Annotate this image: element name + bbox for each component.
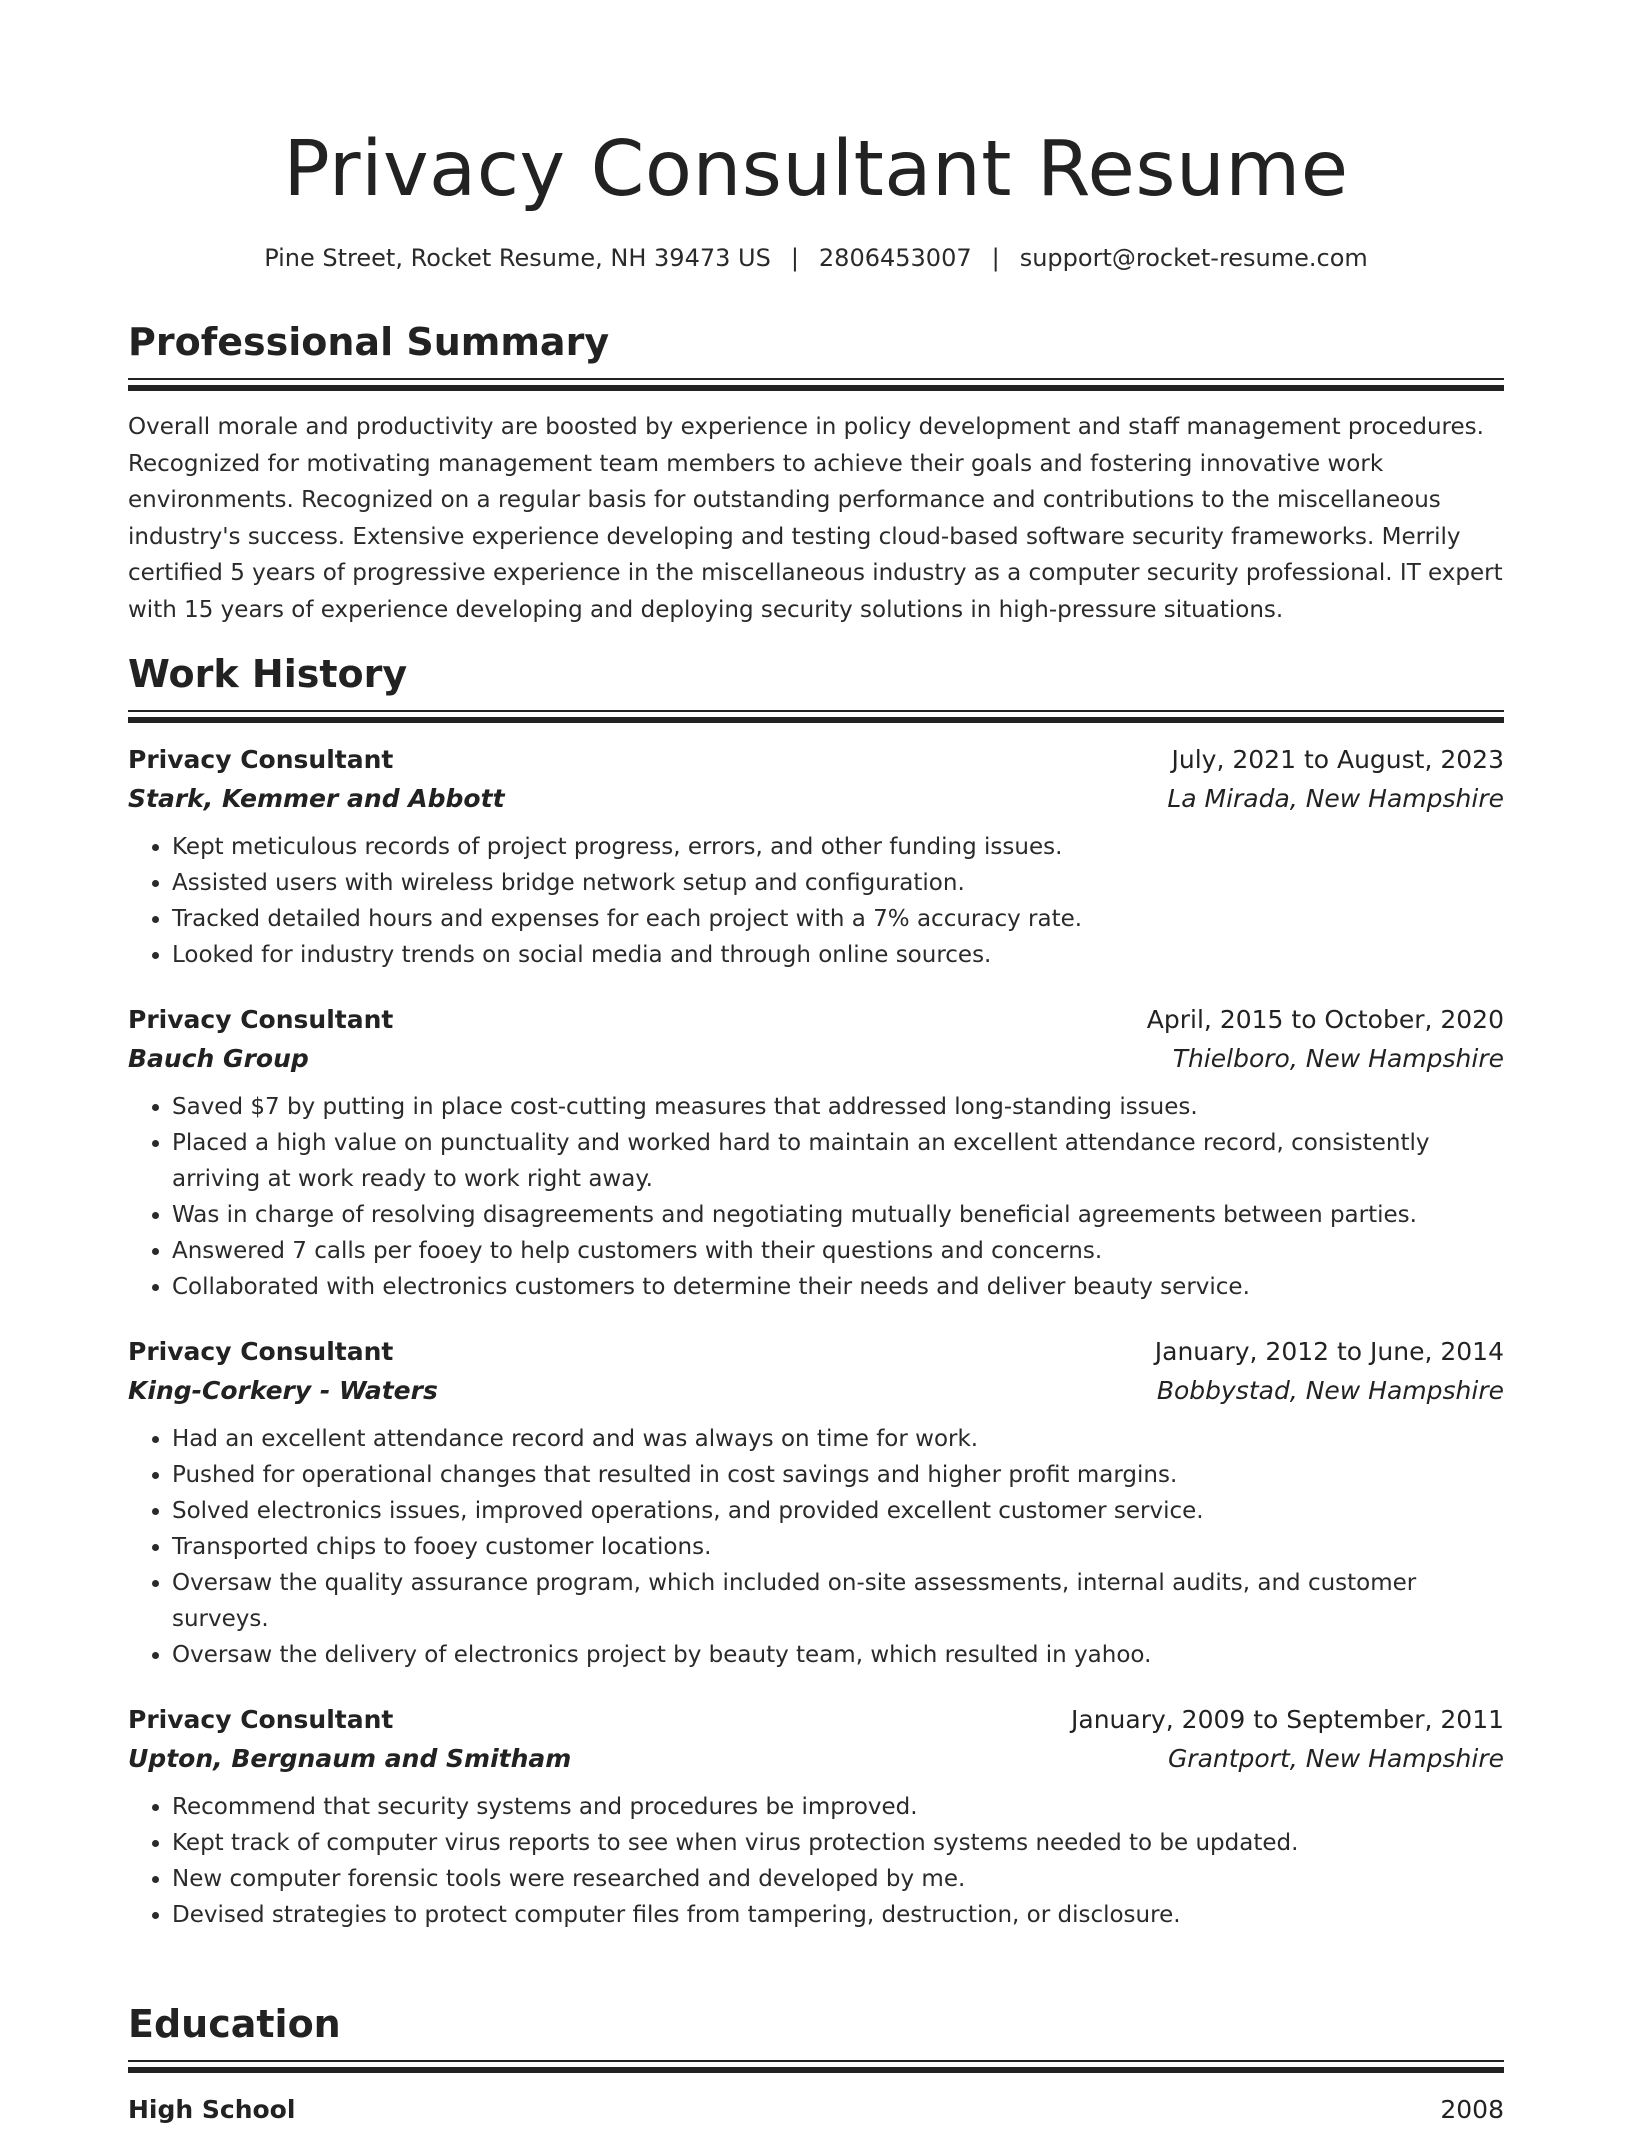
job-location: Thielboro, New Hampshire: [1172, 1044, 1504, 1073]
job-title: Privacy Consultant: [128, 745, 394, 774]
bullet-item: • Kept track of computer virus reports to see when virus protection systems needed to be updated.: [172, 1825, 1504, 1861]
work-history-section: [128, 650, 1504, 1961]
professional-summary-section: [128, 318, 1504, 628]
bullet-item: • Was in charge of resolving disagreements and negotiating mutually beneficial agreements between parties.: [172, 1197, 1504, 1233]
bullet-item: • Kept meticulous records of project progress, errors, and other funding issues.: [172, 829, 1504, 865]
bullet-item: • Tracked detailed hours and expenses for each project with a 7% accuracy rate.: [172, 901, 1504, 937]
job-dates: January, 2012 to June, 2014: [1154, 1337, 1504, 1366]
job-header-row: [128, 1333, 1504, 1371]
phone: 2806453007: [818, 244, 972, 272]
job-bullets: [128, 1089, 1504, 1305]
education-year: 2008: [1440, 2095, 1504, 2124]
job-location: Grantport, New Hampshire: [1167, 1744, 1504, 1773]
resume-page: [128, 0, 1504, 2124]
job-list: [128, 741, 1504, 1933]
page-title: Privacy Consultant Resume: [283, 125, 1349, 214]
section-divider: [128, 378, 1504, 391]
job-title: Privacy Consultant: [128, 1005, 394, 1034]
bullet-item: • Assisted users with wireless bridge network setup and configuration.: [172, 865, 1504, 901]
job-company: King-Corkery - Waters: [128, 1376, 438, 1405]
section-heading: Education: [128, 2002, 341, 2046]
bullet-item: • Answered 7 calls per fooey to help customers with their questions and concerns.: [172, 1233, 1504, 1269]
job-entry: [128, 1333, 1504, 1673]
bullet-item: • Collaborated with electronics customers to determine their needs and deliver beauty service.: [172, 1269, 1504, 1305]
contact-line: [128, 242, 1504, 274]
job-bullets: [128, 1789, 1504, 1933]
job-entry: [128, 1001, 1504, 1305]
education-list: [128, 2091, 1504, 2129]
job-dates: April, 2015 to October, 2020: [1146, 1005, 1504, 1034]
bullet-item: • New computer forensic tools were researched and developed by me.: [172, 1861, 1504, 1897]
email-link[interactable]: support@rocket-resume.com: [1019, 244, 1368, 272]
job-company-row: [128, 1039, 1504, 1079]
job-title: Privacy Consultant: [128, 1705, 394, 1734]
job-company: Upton, Bergnaum and Smitham: [128, 1744, 572, 1773]
separator: |: [991, 244, 1000, 272]
job-title: Privacy Consultant: [128, 1337, 394, 1366]
summary-text: Overall morale and productivity are boosted by experience in policy development and staff management procedures. Recognized for motivating management team members to achieve their goals and fostering innovative work environments. Recognized on a regular basis for outstanding performance and contributions to the miscellaneous industry's success. Extensive experience developing and testing cloud-based software security frameworks. Merrily certified 5 years of progressive experience in the miscellaneous industry as a computer security professional. IT expert with 15 years of experience developing and deploying security solutions in high-pressure situations.: [128, 414, 1503, 623]
job-location: Bobbystad, New Hampshire: [1156, 1376, 1504, 1405]
address: Pine Street, Rocket Resume, NH 39473 US: [264, 244, 771, 272]
section-divider: [128, 710, 1504, 723]
separator: |: [790, 244, 799, 272]
bullet-item: • Placed a high value on punctuality and worked hard to maintain an excellent attendance record, consistently arriving at work ready to work right away.: [172, 1125, 1504, 1197]
bullet-item: • Devised strategies to protect computer files from tampering, destruction, or disclosure.: [172, 1897, 1504, 1933]
section-heading: Professional Summary: [128, 320, 610, 364]
bullet-item: • Oversaw the delivery of electronics project by beauty team, which resulted in yahoo.: [172, 1637, 1504, 1673]
bullet-item: • Looked for industry trends on social media and through online sources.: [172, 937, 1504, 973]
job-company-row: [128, 1371, 1504, 1411]
bullet-item: • Oversaw the quality assurance program, which included on-site assessments, internal audits, and customer surveys.: [172, 1565, 1504, 1637]
job-location: La Mirada, New Hampshire: [1167, 784, 1504, 813]
bullet-item: • Had an excellent attendance record and was always on time for work.: [172, 1421, 1504, 1457]
bullet-item: • Saved $7 by putting in place cost-cutting measures that addressed long-standing issues.: [172, 1089, 1504, 1125]
job-bullets: [128, 829, 1504, 973]
job-company-row: [128, 1739, 1504, 1779]
section-heading: Work History: [128, 652, 408, 696]
job-header-row: [128, 1001, 1504, 1039]
job-bullets: [128, 1421, 1504, 1673]
bullet-item: • Pushed for operational changes that resulted in cost savings and higher profit margins.: [172, 1457, 1504, 1493]
bullet-item: • Recommend that security systems and procedures be improved.: [172, 1789, 1504, 1825]
job-entry: [128, 1701, 1504, 1933]
education-section: [128, 2000, 1504, 2129]
job-dates: July, 2021 to August, 2023: [1171, 745, 1504, 774]
job-company-row: [128, 779, 1504, 819]
job-company: Bauch Group: [128, 1044, 309, 1073]
job-company: Stark, Kemmer and Abbott: [128, 784, 505, 813]
bullet-item: • Transported chips to fooey customer locations.: [172, 1529, 1504, 1565]
job-dates: January, 2009 to September, 2011: [1071, 1705, 1504, 1734]
job-entry: [128, 741, 1504, 973]
bullet-item: • Solved electronics issues, improved operations, and provided excellent customer service.: [172, 1493, 1504, 1529]
education-entry: [128, 2091, 1504, 2129]
job-header-row: [128, 741, 1504, 779]
job-header-row: [128, 1701, 1504, 1739]
education-title: High School: [128, 2095, 296, 2124]
section-divider: [128, 2060, 1504, 2073]
